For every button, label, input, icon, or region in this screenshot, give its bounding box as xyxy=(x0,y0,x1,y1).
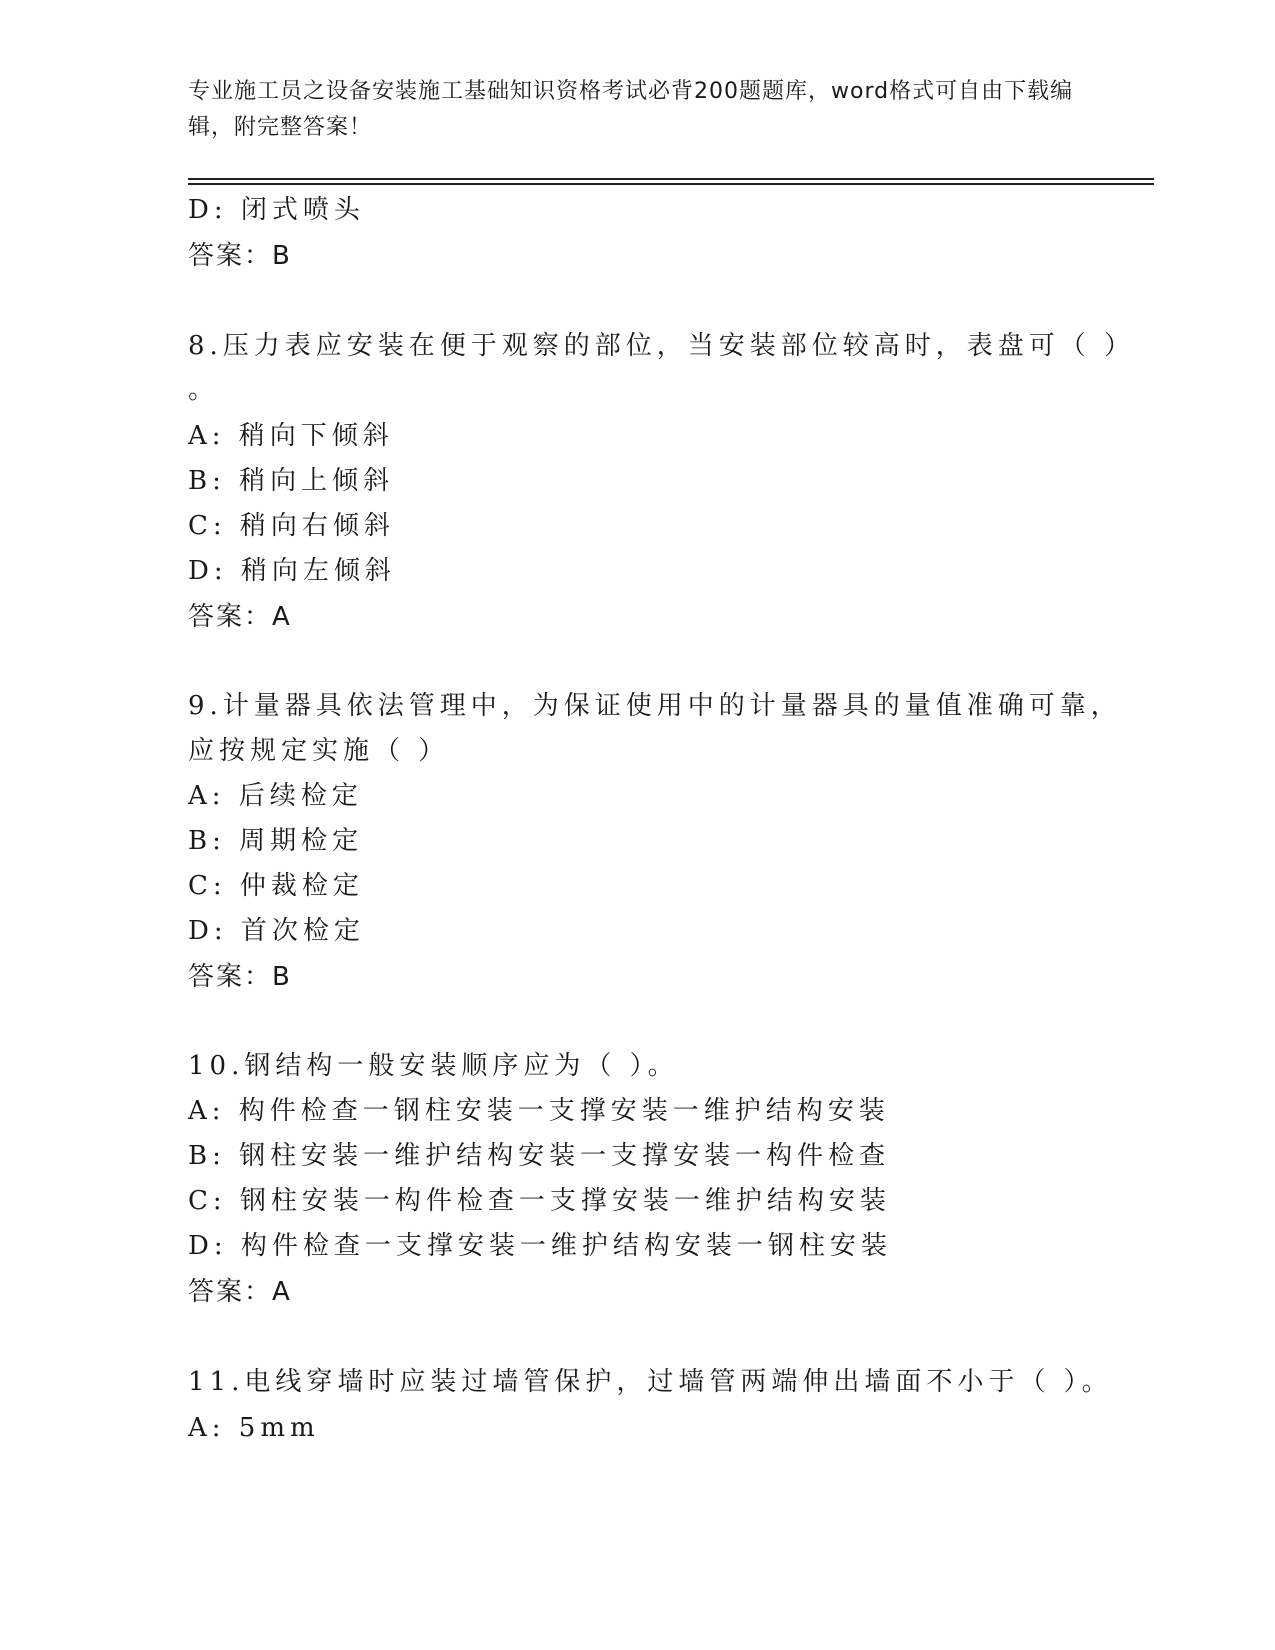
header-rule-bottom xyxy=(188,183,1154,185)
q8-answer: 答案：A xyxy=(188,602,292,632)
q9-question-line2: 应按规定实施（ ） xyxy=(188,736,450,766)
q10-option-b: B: 钢柱安装一维护结构安装一支撑安装一构件检查 xyxy=(188,1141,891,1171)
q9-option-c: C: 仲裁检定 xyxy=(188,871,364,901)
q8-option-c: C: 稍向右倾斜 xyxy=(188,511,395,541)
q10-answer: 答案：A xyxy=(188,1277,292,1307)
q8-question-line2: 。 xyxy=(188,375,220,405)
header-rule-top xyxy=(188,178,1154,180)
document-header: 专业施工员之设备安装施工基础知识资格考试必背200题题库，word格式可自由下载编辑，附完整答案！ xyxy=(188,79,1074,140)
prev-answer: 答案：B xyxy=(188,241,292,271)
q10-option-a: A: 构件检查一钢柱安装一支撑安装一维护结构安装 xyxy=(188,1096,890,1126)
q11-question-line1: 11.电线穿墙时应装过墙管保护，过墙管两端伸出墙面不小于（ ）。 xyxy=(188,1367,1113,1397)
prev-option-d: D: 闭式喷头 xyxy=(188,195,365,225)
q10-option-d: D: 构件检查一支撑安装一维护结构安装一钢柱安装 xyxy=(188,1231,892,1261)
q8-option-b: B: 稍向上倾斜 xyxy=(188,466,395,496)
q10-option-c: C: 钢柱安装一构件检查一支撑安装一维护结构安装 xyxy=(188,1186,891,1216)
q9-question-line1: 9.计量器具依法管理中，为保证使用中的计量器具的量值准确可靠， xyxy=(188,691,1122,721)
q9-option-d: D: 首次检定 xyxy=(188,916,365,946)
q10-question-line1: 10.钢结构一般安装顺序应为（ ）。 xyxy=(188,1051,679,1081)
q9-option-a: A: 后续检定 xyxy=(188,781,363,811)
q8-question-line1: 8.压力表应安装在便于观察的部位，当安装部位较高时，表盘可（ ） xyxy=(188,331,1136,361)
q8-option-d: D: 稍向左倾斜 xyxy=(188,556,396,586)
q11-option-a: A: 5mm xyxy=(188,1413,320,1443)
q9-option-b: B: 周期检定 xyxy=(188,826,364,856)
q9-answer: 答案：B xyxy=(188,962,292,992)
q8-option-a: A: 稍向下倾斜 xyxy=(188,421,394,451)
